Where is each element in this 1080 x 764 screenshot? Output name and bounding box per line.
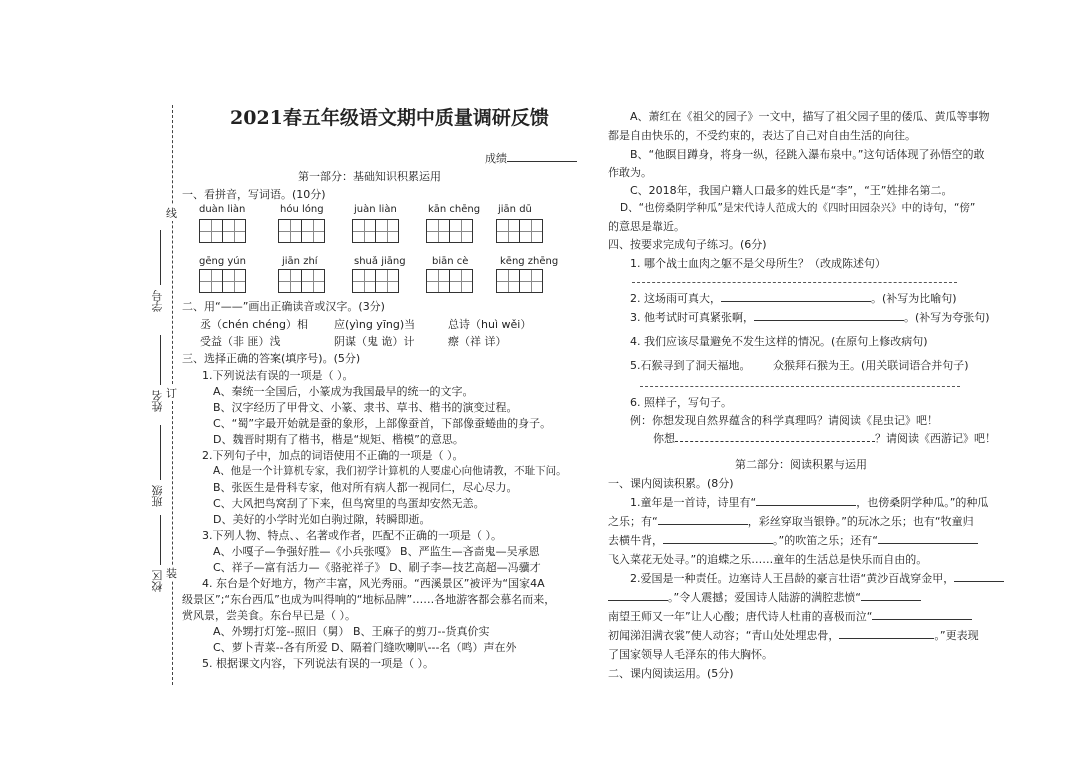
q2-item[interactable]: 阴谋（鬼 诡）计: [334, 335, 415, 348]
q3-line: 4. 东台是个好地方，物产丰富，风光秀丽。“西溪景区”被评为“国家4A: [202, 577, 545, 590]
field-line-number: [160, 230, 161, 285]
pinyin-3: juàn liàn: [354, 204, 397, 215]
part1-heading: 第一部分：基础知识积累运用: [298, 170, 441, 183]
answer-blank[interactable]: [675, 441, 875, 442]
part2-p2-line: 初闻涕泪满衣裳”使人动容；“青山处处埋忠骨， 。”更表现: [608, 629, 979, 642]
q3-line: B、汉字经历了甲骨文、小篆、隶书、草书、楷书的演变过程。: [213, 401, 518, 414]
page-title: 2021春五年级语文期中质量调研反馈: [230, 107, 549, 129]
answer-blank[interactable]: [721, 301, 871, 302]
q3-line: D、美好的小学时光如白驹过隙，转瞬即逝。: [213, 513, 431, 526]
q3-line: A、小嘎子—争强好胜—《小兵张嘎》 B、严监生—吝啬鬼—吴承恩: [213, 545, 540, 558]
part2-q1-heading: 一、课内阅读积累。(8分): [608, 477, 734, 490]
q2-item[interactable]: 应(yìng yīng)当: [334, 318, 416, 331]
pinyin-1: duàn liàn: [199, 204, 246, 215]
q3-line: A、他是一个计算机专家，我们初学计算机的人要虚心向他请教，不耻下问。: [213, 465, 567, 477]
answer-blank[interactable]: [756, 505, 856, 506]
q4-s2: 2. 这场雨可真大， 。(补写为比喻句): [630, 292, 957, 305]
part2-heading: 第二部分：阅读积累与运用: [735, 458, 867, 471]
q4-heading: 四、按要求完成句子练习。(6分): [608, 238, 767, 251]
q3-line: 3.下列人物、特点、、名著或作者，匹配不正确的一项是（ ）。: [202, 529, 502, 542]
part2-p2-line: 。”令人震撼；爱国诗人陆游的满腔悲愤“: [608, 589, 921, 605]
q3-line: A、秦统一全国后，小篆成为我国最早的统一的文字。: [213, 385, 474, 398]
writing-grid[interactable]: [278, 269, 324, 293]
q3-line: C、大风把鸟窝刮了下来，但鸟窝里的鸟蛋却安然无恙。: [213, 497, 485, 510]
writing-grid[interactable]: [278, 219, 324, 243]
q5-option: 的意思是靠近。: [608, 220, 685, 233]
writing-grid[interactable]: [426, 269, 472, 293]
q4-s6: 6. 照样子，写句子。: [630, 396, 732, 409]
q2-item[interactable]: 总诗（huì wěi）: [448, 318, 532, 331]
q4-s5b: 众猴拜石猴为王。(用关联词语合并句子): [773, 359, 969, 372]
answer-blank[interactable]: [861, 600, 921, 601]
q4-example: 例：你想发现自然界蕴含的科学真理吗？请阅读《昆虫记》吧！: [630, 414, 938, 427]
part2-p1-line: 之乐；有“ ，彩丝穿取当银铮。”的玩冰之乐；也有“牧童归: [608, 515, 974, 528]
q4-s3: 3. 他考试时可真紧张啊， 。(补写为夸张句): [630, 311, 990, 324]
answer-blank[interactable]: [658, 524, 748, 525]
writing-grid[interactable]: [352, 269, 398, 293]
q5-option: 作敢为。: [608, 166, 652, 179]
field-name: 姓名: [151, 390, 164, 412]
score-blank[interactable]: [507, 161, 577, 162]
q3-line: B、张医生是骨科专家，他对所有病人都一视同仁，尽心尽力。: [213, 481, 518, 494]
q3-line: 5. 根据课文内容，下列说法有误的一项是（ ）。: [202, 657, 434, 670]
answer-blank[interactable]: [878, 543, 978, 544]
q3-line: C、祥子—富有活力—《骆驼祥子》 D、刷子李—技艺高超—冯骥才: [213, 561, 541, 574]
pinyin-6: gēng yún: [199, 256, 246, 267]
q4-s4: 4. 我们应该尽量避免不发生这样的情况。(在原句上修改病句): [630, 335, 928, 348]
score-field[interactable]: [485, 150, 577, 166]
binding-line-mark: 线: [166, 207, 177, 220]
field-class: 班级: [151, 485, 164, 507]
q3-line: C、萝卜青菜--各有所爱 D、隔着门缝吹喇叭---名（鸣）声在外: [213, 641, 517, 654]
answer-blank[interactable]: [754, 320, 904, 321]
field-line-campus: [160, 515, 161, 565]
answer-blank[interactable]: [839, 638, 934, 639]
binding-seal-mark: 装: [166, 567, 177, 580]
q5-option: 都是自由快乐的，不受约束的，表达了自己对自由生活的向往。: [608, 129, 916, 142]
field-line-class: [160, 425, 161, 480]
part2-p2-line: 了国家领导人毛泽东的伟大胸怀。: [608, 648, 773, 661]
part2-p2-line: 南望王师又一年”让人心酸；唐代诗人杜甫的喜极而泣“: [608, 608, 972, 624]
part2-q2-heading: 二、课内阅读运用。(5分): [608, 667, 734, 680]
score-label: 成绩: [485, 152, 507, 165]
q3-line: 1.下列说法有误的一项是（ ）。: [202, 369, 354, 382]
q4-s1: 1. 哪个战士血肉之躯不是父母所生？（改成陈述句）: [630, 257, 886, 270]
q2-item[interactable]: 受益（非 匪）浅: [200, 335, 281, 348]
binding-strip: [148, 0, 188, 764]
answer-blank[interactable]: [608, 600, 668, 601]
answer-blank[interactable]: [872, 619, 972, 620]
part2-p1-line: 飞入菜花无处寻。”的追蝶之乐……童年的生活总是快乐而自由的。: [608, 553, 928, 566]
part2-p1-line: 去横牛背， 。”的吹笛之乐；还有“: [608, 532, 978, 548]
q3-line: 赏风景，尝美食。东台早已是（ ）。: [182, 609, 356, 622]
part2-p1-line: 1.童年是一首诗，诗里有“ ，也傍桑阴学种瓜。”的种瓜: [630, 496, 989, 509]
q3-line: 级景区”;“东台西瓜”也成为叫得响的“地标品牌”……各地游客都会慕名而来，: [182, 593, 556, 606]
field-campus: 校区: [151, 570, 164, 592]
writing-grid[interactable]: [426, 219, 472, 243]
field-line-name: [160, 335, 161, 385]
q4-s5a: 5.石猴寻到了洞天福地。: [630, 359, 751, 372]
q3-line: A、外甥打灯笼--照旧（舅） B、王麻子的剪刀--货真价实: [213, 625, 490, 638]
writing-grid[interactable]: [496, 219, 542, 243]
pinyin-9: biān cè: [432, 256, 469, 267]
part2-p2-line: 2.爱国是一种责任。边塞诗人王昌龄的豪言壮语“黄沙百战穿金甲，: [630, 570, 1004, 586]
pinyin-7: jiān zhí: [282, 256, 318, 267]
pinyin-2: hóu lóng: [280, 204, 324, 215]
pinyin-4: kān chēng: [428, 204, 481, 215]
writing-grid[interactable]: [352, 219, 398, 243]
q2-item[interactable]: 丞（chén chéng）相: [200, 318, 308, 331]
q3-line: D、魏晋时期有了楷书，楷是“规矩、楷模”的意思。: [213, 433, 464, 446]
q3-line: 2.下列句子中，加点的词语使用不正确的一项是（ ）。: [202, 449, 464, 462]
q5-option: D、“也傍桑阴学种瓜”是宋代诗人范成大的《四时田园杂兴》中的诗句，“傍”: [620, 202, 976, 214]
writing-grid[interactable]: [496, 269, 542, 293]
pinyin-8: shuǎ jiāng: [354, 256, 406, 267]
answer-line[interactable]: [632, 282, 957, 283]
q2-item[interactable]: 瘵（祥 详）: [448, 335, 507, 348]
q4-fill: 你想 ？请阅读《西游记》吧！: [653, 432, 996, 445]
writing-grid[interactable]: [199, 269, 245, 293]
pinyin-5: jiān dū: [498, 204, 532, 215]
writing-grid[interactable]: [199, 219, 245, 243]
answer-line[interactable]: [640, 386, 960, 387]
binding-bind-mark: 订: [166, 387, 177, 400]
pinyin-10: kēng zhēng: [500, 256, 559, 267]
q2-heading: 二、用“——”画出正确读音或汉字。(3分): [182, 300, 385, 313]
answer-blank[interactable]: [663, 543, 773, 544]
q3-line: C、“蜀”字最开始就是蚕的象形，上部像蚕首，下部像蚕蜷曲的身子。: [213, 417, 552, 430]
q5-option: A、萧红在《祖父的园子》一文中，描写了祖父园子里的倭瓜、黄瓜等事物: [630, 110, 990, 123]
answer-blank[interactable]: [954, 581, 1004, 582]
q5-option: C、2018年，我国户籍人口最多的姓氏是“李”，“王”姓排名第二。: [630, 184, 953, 197]
q1-heading: 一、看拼音，写词语。(10分): [182, 188, 326, 201]
field-student-number: 学号: [151, 290, 164, 312]
q5-option: B、“他瞑目蹲身，将身一纵，径跳入瀑布泉中。”这句话体现了孙悟空的敢: [630, 148, 985, 161]
q3-heading: 三、选择正确的答案(填序号)。(5分): [182, 352, 361, 365]
